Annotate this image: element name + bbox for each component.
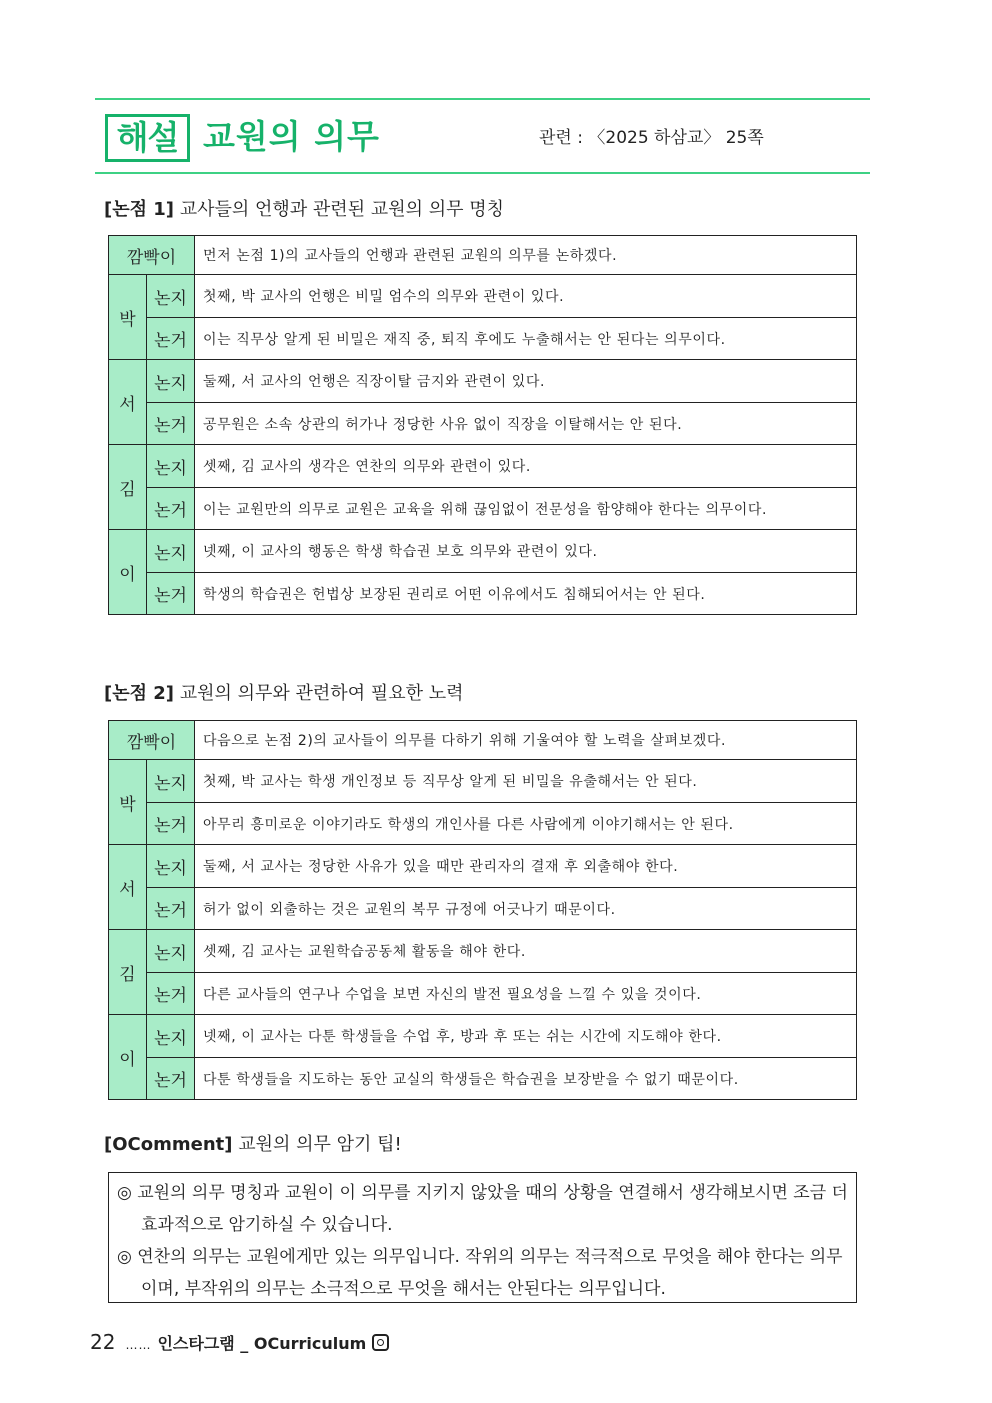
page-header [95, 98, 870, 174]
row-text: 둘째, 서 교사는 정당한 사유가 있을 때만 관리자의 결재 후 외출해야 한다. [195, 845, 857, 888]
page-title: 교원의 의무 [203, 117, 380, 156]
reference-note: 관련 : 〈2025 하삼교〉 25쪽 [539, 128, 764, 148]
row-text: 이는 직무상 알게 된 비밀은 재직 중, 퇴직 후에도 누출해서는 안 된다는 의무이다. [195, 318, 857, 360]
row-label: 논거 [147, 403, 195, 445]
section-tag: 해설 [105, 114, 190, 162]
section1-label: [논점 1] [104, 199, 175, 220]
row-label: 논지 [147, 845, 195, 888]
row-label: 논지 [147, 930, 195, 973]
table-row [109, 973, 857, 1015]
row-text: 넷째, 이 교사는 다툰 학생들을 수업 후, 방과 후 또는 쉬는 시간에 지도해야 한다. [195, 1015, 857, 1058]
tip-item: ◎ 연찬의 의무는 교원에게만 있는 의무입니다. 작위의 의무는 적극적으로 무엇을 해야 한다는 의무이며, 부작위의 의무는 소극적으로 무엇을 해서는 안된다는 의무입니다. [117, 1247, 843, 1299]
row-label: 논거 [147, 888, 195, 930]
row-text: 첫째, 박 교사의 언행은 비밀 엄수의 의무와 관련이 있다. [195, 275, 857, 318]
row-label: 논거 [147, 973, 195, 1015]
row-label: 논지 [147, 760, 195, 803]
row-label: 깜빡이 [109, 236, 195, 275]
row-text: 둘째, 서 교사의 언행은 직장이탈 금지와 관련이 있다. [195, 360, 857, 403]
table-row [109, 721, 857, 760]
footer-brand: 인스타그램 _ OCurriculum [157, 1334, 367, 1353]
row-text: 먼저 논점 1)의 교사들의 언행과 관련된 교원의 의무를 논하겠다. [195, 236, 857, 275]
row-label: 논지 [147, 1015, 195, 1058]
row-label: 논지 [147, 445, 195, 488]
table-row [109, 760, 857, 803]
table-row [109, 930, 857, 973]
comment-title: 교원의 의무 암기 팁! [238, 1134, 402, 1155]
teacher-group: 이 [109, 530, 147, 615]
table-row [109, 360, 857, 403]
row-label: 논거 [147, 1058, 195, 1100]
row-label: 논거 [147, 488, 195, 530]
row-label: 논거 [147, 573, 195, 615]
teacher-group: 김 [109, 930, 147, 1015]
table-row [109, 1058, 857, 1100]
table-row [109, 888, 857, 930]
row-label: 깜빡이 [109, 721, 195, 760]
comment-heading [104, 1132, 402, 1158]
comment-label: [OComment] [104, 1134, 233, 1155]
row-text: 넷째, 이 교사의 행동은 학생 학습권 보호 의무와 관련이 있다. [195, 530, 857, 573]
row-text: 공무원은 소속 상관의 허가나 정당한 사유 없이 직장을 이탈해서는 안 된다. [195, 403, 857, 445]
section2-table [108, 720, 857, 1100]
section2-title: 교원의 의무와 관련하여 필요한 노력 [179, 683, 464, 704]
row-text: 허가 없이 외출하는 것은 교원의 복무 규정에 어긋나기 때문이다. [195, 888, 857, 930]
table-row [109, 275, 857, 318]
row-text: 셋째, 김 교사의 생각은 연찬의 의무와 관련이 있다. [195, 445, 857, 488]
teacher-group: 박 [109, 760, 147, 845]
table-row [109, 530, 857, 573]
teacher-group: 김 [109, 445, 147, 530]
tip-item: ◎ 교원의 의무 명칭과 교원이 이 의무를 지키지 않았을 때의 상황을 연결해서 생각해보시면 조금 더 효과적으로 암기하실 수 있습니다. [117, 1183, 848, 1235]
footer-dots: …… [125, 1338, 152, 1352]
row-text: 다른 교사들의 연구나 수업을 보면 자신의 발전 필요성을 느낄 수 있을 것이다. [195, 973, 857, 1015]
table-row [109, 573, 857, 615]
row-label: 논지 [147, 360, 195, 403]
section2-label: [논점 2] [104, 683, 175, 704]
table-row [109, 488, 857, 530]
row-text: 학생의 학습권은 헌법상 보장된 권리로 어떤 이유에서도 침해되어서는 안 된다. [195, 573, 857, 615]
row-text: 셋째, 김 교사는 교원학습공동체 활동을 해야 한다. [195, 930, 857, 973]
row-text: 다툰 학생들을 지도하는 동안 교실의 학생들은 학습권을 보장받을 수 없기 때문이다. [195, 1058, 857, 1100]
teacher-group: 서 [109, 845, 147, 930]
table-row [109, 318, 857, 360]
table-row [109, 1015, 857, 1058]
teacher-group: 이 [109, 1015, 147, 1100]
section1-table [108, 235, 857, 615]
page-footer [90, 1327, 389, 1360]
teacher-group: 박 [109, 275, 147, 360]
instagram-icon [372, 1334, 389, 1351]
teacher-group: 서 [109, 360, 147, 445]
comment-box [108, 1172, 857, 1303]
section1-heading [104, 197, 504, 223]
table-row [109, 236, 857, 275]
row-text: 다음으로 논점 2)의 교사들이 의무를 다하기 위해 기울여야 할 노력을 살펴보겠다. [195, 721, 857, 760]
page-number: 22 [90, 1330, 116, 1354]
row-text: 첫째, 박 교사는 학생 개인정보 등 직무상 알게 된 비밀을 유출해서는 안 된다. [195, 760, 857, 803]
table-row [109, 403, 857, 445]
section2-heading [104, 681, 463, 707]
row-label: 논지 [147, 275, 195, 318]
row-text: 이는 교원만의 의무로 교원은 교육을 위해 끊임없이 전문성을 함양해야 한다는 의무이다. [195, 488, 857, 530]
row-label: 논거 [147, 803, 195, 845]
row-label: 논거 [147, 318, 195, 360]
row-label: 논지 [147, 530, 195, 573]
table-row [109, 845, 857, 888]
table-row [109, 803, 857, 845]
row-text: 아무리 흥미로운 이야기라도 학생의 개인사를 다른 사람에게 이야기해서는 안 된다. [195, 803, 857, 845]
section1-title: 교사들의 언행과 관련된 교원의 의무 명칭 [179, 199, 504, 220]
table-row [109, 445, 857, 488]
